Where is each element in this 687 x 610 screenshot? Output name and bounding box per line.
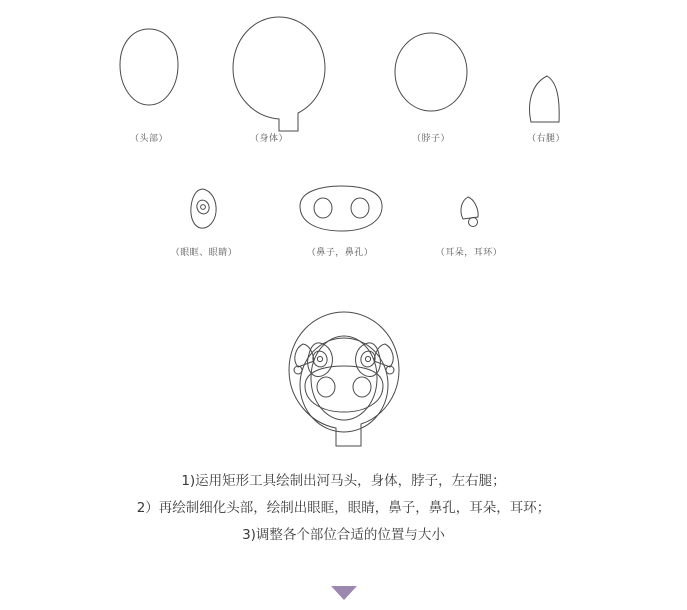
- shape-head: [118, 28, 180, 108]
- caption-nose: （鼻子，鼻孔）: [306, 248, 374, 258]
- shape-assembled-hippo: [286, 310, 402, 450]
- shape-nose: [298, 184, 384, 234]
- scroll-down-arrow-icon[interactable]: [331, 586, 357, 600]
- shape-ear: [457, 195, 483, 229]
- shape-neck: [394, 32, 468, 112]
- caption-neck: （脖子）: [411, 134, 450, 144]
- instruction-line-2: 2）再绘制细化头部，绘制出眼眶，眼睛，鼻子，鼻孔，耳朵，耳环；: [136, 500, 551, 516]
- caption-ear: （耳朵，耳环）: [435, 248, 503, 258]
- caption-eye: （眼眶、眼睛）: [170, 248, 238, 258]
- shape-eye: [189, 188, 219, 230]
- caption-right-leg: （右腿）: [526, 134, 565, 144]
- shape-body: [231, 16, 327, 134]
- shape-right-leg: [525, 74, 565, 124]
- instructions-block: [0, 468, 687, 549]
- instruction-line-1: 1)运用矩形工具绘制出河马头，身体，脖子，左右腿；: [181, 473, 506, 489]
- caption-head: （头部）: [129, 134, 168, 144]
- caption-body: （身体）: [249, 134, 288, 144]
- instruction-line-3: 3)调整各个部位合适的位置与大小: [242, 527, 445, 543]
